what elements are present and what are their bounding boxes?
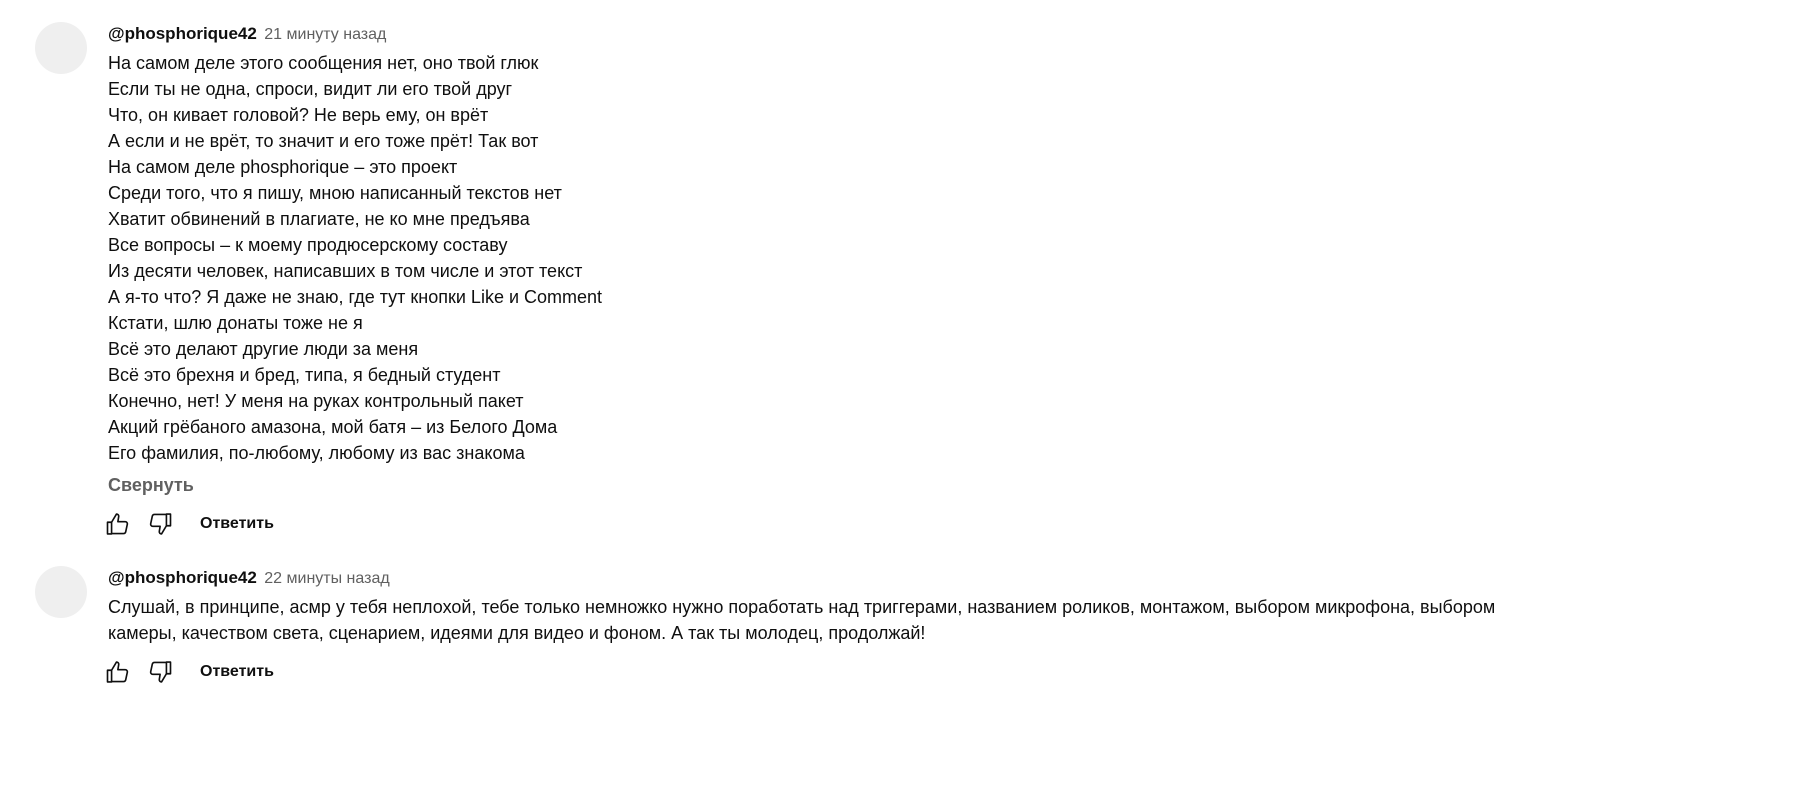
comment-text-line: А я-то что? Я даже не знаю, где тут кнопки Like и Comment <box>108 287 603 307</box>
like-button[interactable] <box>100 506 136 542</box>
reply-button[interactable]: Ответить <box>200 515 274 532</box>
comment-author[interactable]: @phosphorique42 <box>108 568 257 587</box>
comment-header <box>108 566 1548 590</box>
collapse-button[interactable]: Свернуть <box>108 475 194 495</box>
thumbs-up-icon <box>104 510 132 538</box>
dislike-button[interactable] <box>142 506 178 542</box>
comment-text-line: На самом деле phosphorique – это проект <box>108 157 458 177</box>
thumbs-down-icon <box>146 510 174 538</box>
thumbs-up-icon <box>104 658 132 686</box>
comment-text-line: Всё это брехня и бред, типа, я бедный студент <box>108 365 501 385</box>
comment-action-bar <box>100 504 274 544</box>
comment-text-line: Среди того, что я пишу, мною написанный текстов нет <box>108 183 562 203</box>
comment-body <box>108 22 1548 498</box>
comment-timestamp[interactable]: 21 минуту назад <box>264 26 387 43</box>
avatar[interactable] <box>35 22 87 74</box>
comment-text-line: На самом деле этого сообщения нет, оно твой глюк <box>108 53 539 73</box>
comment-text-line: Кстати, шлю донаты тоже не я <box>108 313 363 333</box>
comment-body <box>108 566 1548 646</box>
reply-button[interactable]: Ответить <box>200 663 274 680</box>
thumbs-down-icon <box>146 658 174 686</box>
comment-text-line: Из десяти человек, написавших в том числе и этот текст <box>108 261 583 281</box>
comment-timestamp[interactable]: 22 минуты назад <box>264 570 390 587</box>
comment-text-line: Конечно, нет! У меня на руках контрольный пакет <box>108 391 524 411</box>
comment-author[interactable]: @phosphorique42 <box>108 24 257 43</box>
comment-header <box>108 22 1548 46</box>
comment-text-line: Хватит обвинений в плагиате, не ко мне предъява <box>108 209 530 229</box>
comment-text-line: Все вопросы – к моему продюсерскому составу <box>108 235 508 255</box>
comment-text: Слушай, в принципе, асмр у тебя неплохой, тебе только немножко нужно поработать над триггерами, названием роликов, монтажом, выбором микрофона, выбором камеры, качеством света, сценарием, идеями для видео и фоном. А так ты молодец, продолжай! <box>108 597 1496 643</box>
comment-text-line: Если ты не одна, спроси, видит ли его твой друг <box>108 79 513 99</box>
comment-text-line: Его фамилия, по-любому, любому из вас знакома <box>108 443 525 463</box>
avatar[interactable] <box>35 566 87 618</box>
comment-text-line: А если и не врёт, то значит и его тоже прёт! Так вот <box>108 131 539 151</box>
dislike-button[interactable] <box>142 654 178 690</box>
comment-action-bar <box>100 652 274 692</box>
like-button[interactable] <box>100 654 136 690</box>
comment-text-line: Акций грёбаного амазона, мой батя – из Белого Дома <box>108 417 558 437</box>
comment-text-line: Что, он кивает головой? Не верь ему, он врёт <box>108 105 489 125</box>
comment-text-line: Всё это делают другие люди за меня <box>108 339 419 359</box>
comment-text <box>108 50 1548 466</box>
